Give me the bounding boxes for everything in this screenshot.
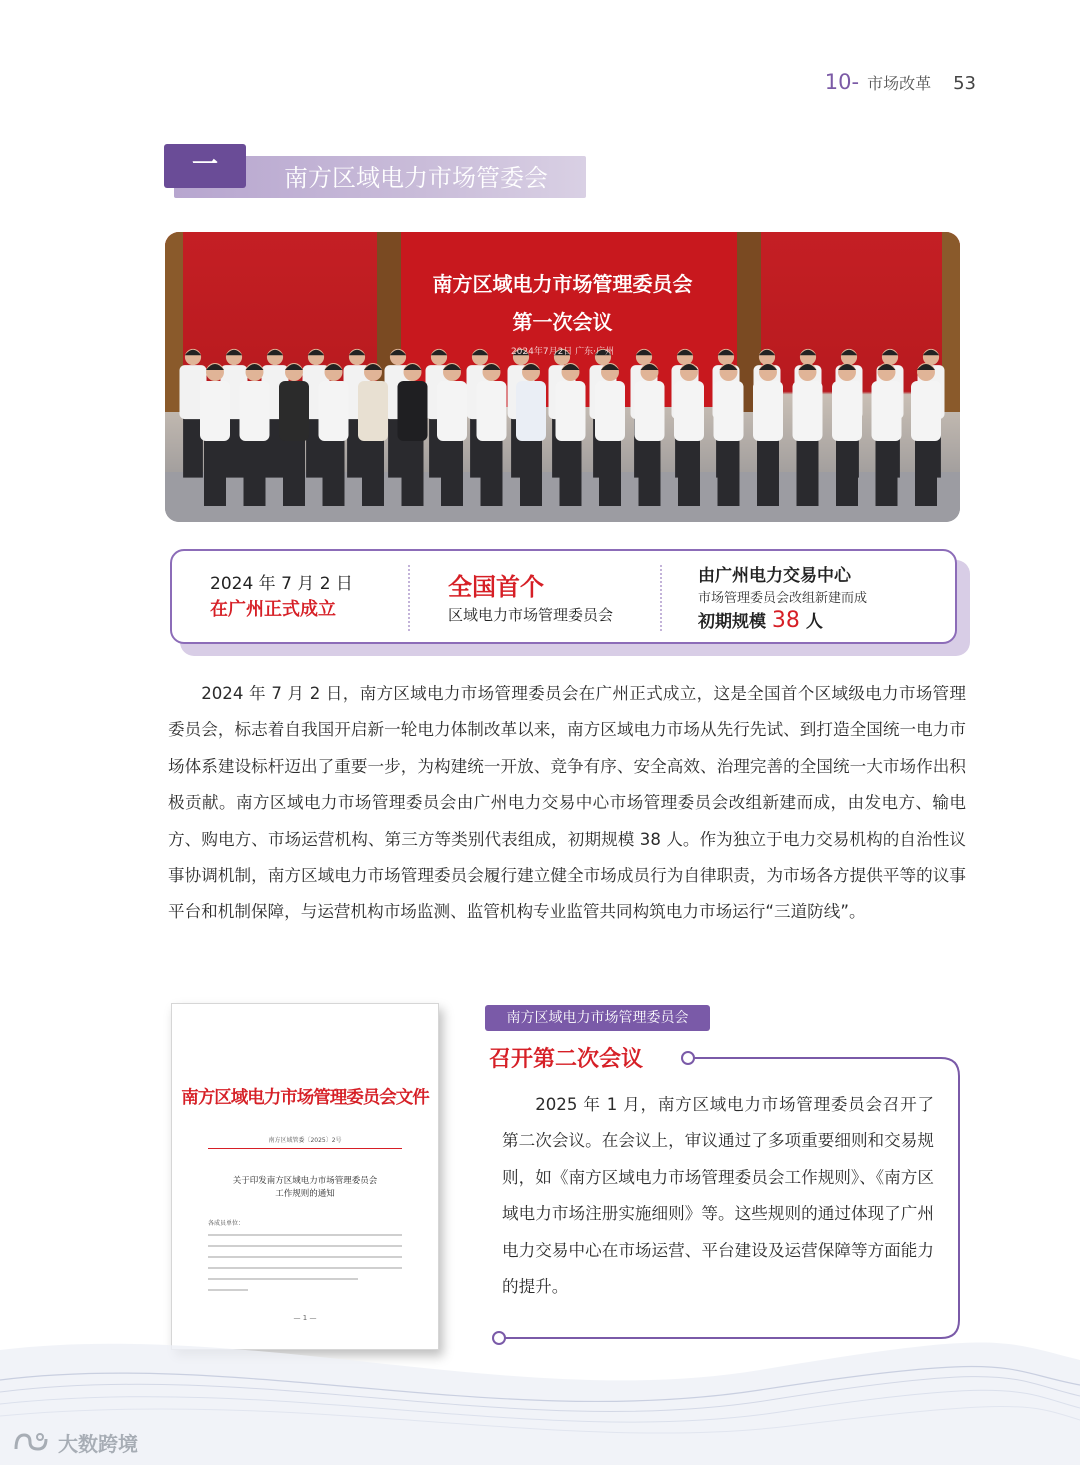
section-title: 南方区域电力市场管委会 <box>284 164 548 192</box>
attendee-figure <box>358 363 388 506</box>
callout-paragraph: 2025 年 1 月，南方区域电力市场管理委员会召开了第二次会议。在会议上，审议通过了多项重要细则和交易规则，如《南方区域电力市场管理委员会工作规则》、《南方区域电力市场注册实施细则》等。这些规则的通过体现了广州电力交易中心在市场运营、平台建设及运营保障等方面能力的提升。 <box>502 1095 934 1297</box>
attendee-figure <box>437 363 467 506</box>
attendee-figure <box>398 363 428 506</box>
document-number: 南方区域管委〔2025〕2号 <box>268 1137 342 1144</box>
attendee-figure <box>556 363 586 506</box>
document-page-label: — 1 — <box>293 1314 317 1322</box>
document-header: 南方区域电力市场管理委员会文件 <box>181 1088 429 1108</box>
callout-tag: 南方区域电力市场管理委员会 <box>485 1005 710 1031</box>
document-title <box>192 1175 418 1201</box>
attendee-figure <box>714 363 744 506</box>
info-org: 由广州电力交易中心 <box>698 566 851 586</box>
section-number: 一 <box>191 150 218 180</box>
banner-title: 南方区域电力市场管理委员会 <box>432 272 693 296</box>
attendee-figure <box>516 363 546 506</box>
document-text-line <box>208 1256 402 1258</box>
document-image <box>171 1003 439 1350</box>
info-divider <box>660 565 662 631</box>
document-text-line <box>208 1267 402 1269</box>
attendee-figure <box>793 363 823 506</box>
info-scale-unit: 人 <box>805 612 823 632</box>
attendee-figure <box>477 363 507 506</box>
watermark <box>12 1428 138 1457</box>
decorative-wave <box>0 1330 1080 1465</box>
attendee-figure <box>832 363 862 506</box>
watermark-logo-icon <box>12 1429 52 1457</box>
info-founded: 在广州正式成立 <box>210 599 336 620</box>
info-box <box>170 549 957 644</box>
info-date: 2024 年 7 月 2 日 <box>210 574 353 594</box>
attendee-figure <box>753 363 783 506</box>
attendee-figure <box>635 363 665 506</box>
document-text-line <box>208 1234 402 1236</box>
heading-number-box <box>164 144 246 188</box>
attendee-figure <box>911 363 941 506</box>
banner-date-location: 2024年7月2日 广东·广州 <box>510 347 615 357</box>
document-red-rule <box>208 1148 402 1149</box>
info-scale <box>698 607 823 633</box>
attendee-figure <box>595 363 625 506</box>
info-first-sub: 区域电力市场管理委员会 <box>448 606 614 624</box>
info-scale-number: 38 <box>771 608 800 633</box>
page-number: 53 <box>953 73 976 94</box>
document-title-line2: 工作规则的通知 <box>275 1189 335 1199</box>
info-org-sub: 市场管理委员会改组新建而成 <box>698 591 868 606</box>
info-divider <box>408 565 410 631</box>
attendee-figure <box>319 363 349 506</box>
section-heading <box>164 144 586 200</box>
banner-subtitle: 第一次会议 <box>512 310 613 334</box>
document-text-line <box>208 1289 248 1291</box>
body-paragraph: 2024 年 7 月 2 日，南方区域电力市场管理委员会在广州正式成立，这是全国首个区域级电力市场管理委员会，标志着自我国开启新一轮电力体制改革以来，南方区域电力市场从先行先试、到打造全国统一电力市场体系建设标杆迈出了重要一步，为构建统一开放、竞争有序、安全高效、治理完善的全国统一大市场作出积极贡献。南方区域电力市场管理委员会由广州电力交易中心市场管理委员会改组新建而成，由发电方、输电方、购电方、市场运营机构、第三方等类别代表组成，初期规模 38 人。作为独立于电力交易机构的自治性议事协调机制，南方区域电力市场管理委员会履行建立健全市场成员行为自律职责，为市场各方提供平等的议事平台和机制保障，与运营机构市场监测、监管机构专业监管共同构筑电力市场运行“三道防线”。 <box>168 684 966 922</box>
chapter-number: 10- <box>824 70 860 94</box>
attendee-figure <box>240 363 270 506</box>
callout-title: 召开第二次会议 <box>489 1047 644 1072</box>
chapter-title: 市场改革 <box>867 74 932 93</box>
attendee-figure <box>872 363 902 506</box>
attendee-figure <box>674 363 704 506</box>
info-scale-label: 初期规模 <box>698 612 766 632</box>
document-text-line <box>208 1278 358 1280</box>
running-header <box>825 70 976 94</box>
watermark-text: 大数跨境 <box>58 1432 138 1456</box>
document-text-line <box>208 1245 402 1247</box>
attendee-figure <box>200 363 230 506</box>
attendee-figure <box>279 363 309 506</box>
document-salutation: 各成员单位： <box>208 1220 245 1227</box>
group-photo <box>165 232 960 522</box>
document-title-line1: 关于印发南方区域电力市场管理委员会 <box>232 1176 378 1186</box>
info-first-highlight: 全国首个 <box>448 573 544 601</box>
